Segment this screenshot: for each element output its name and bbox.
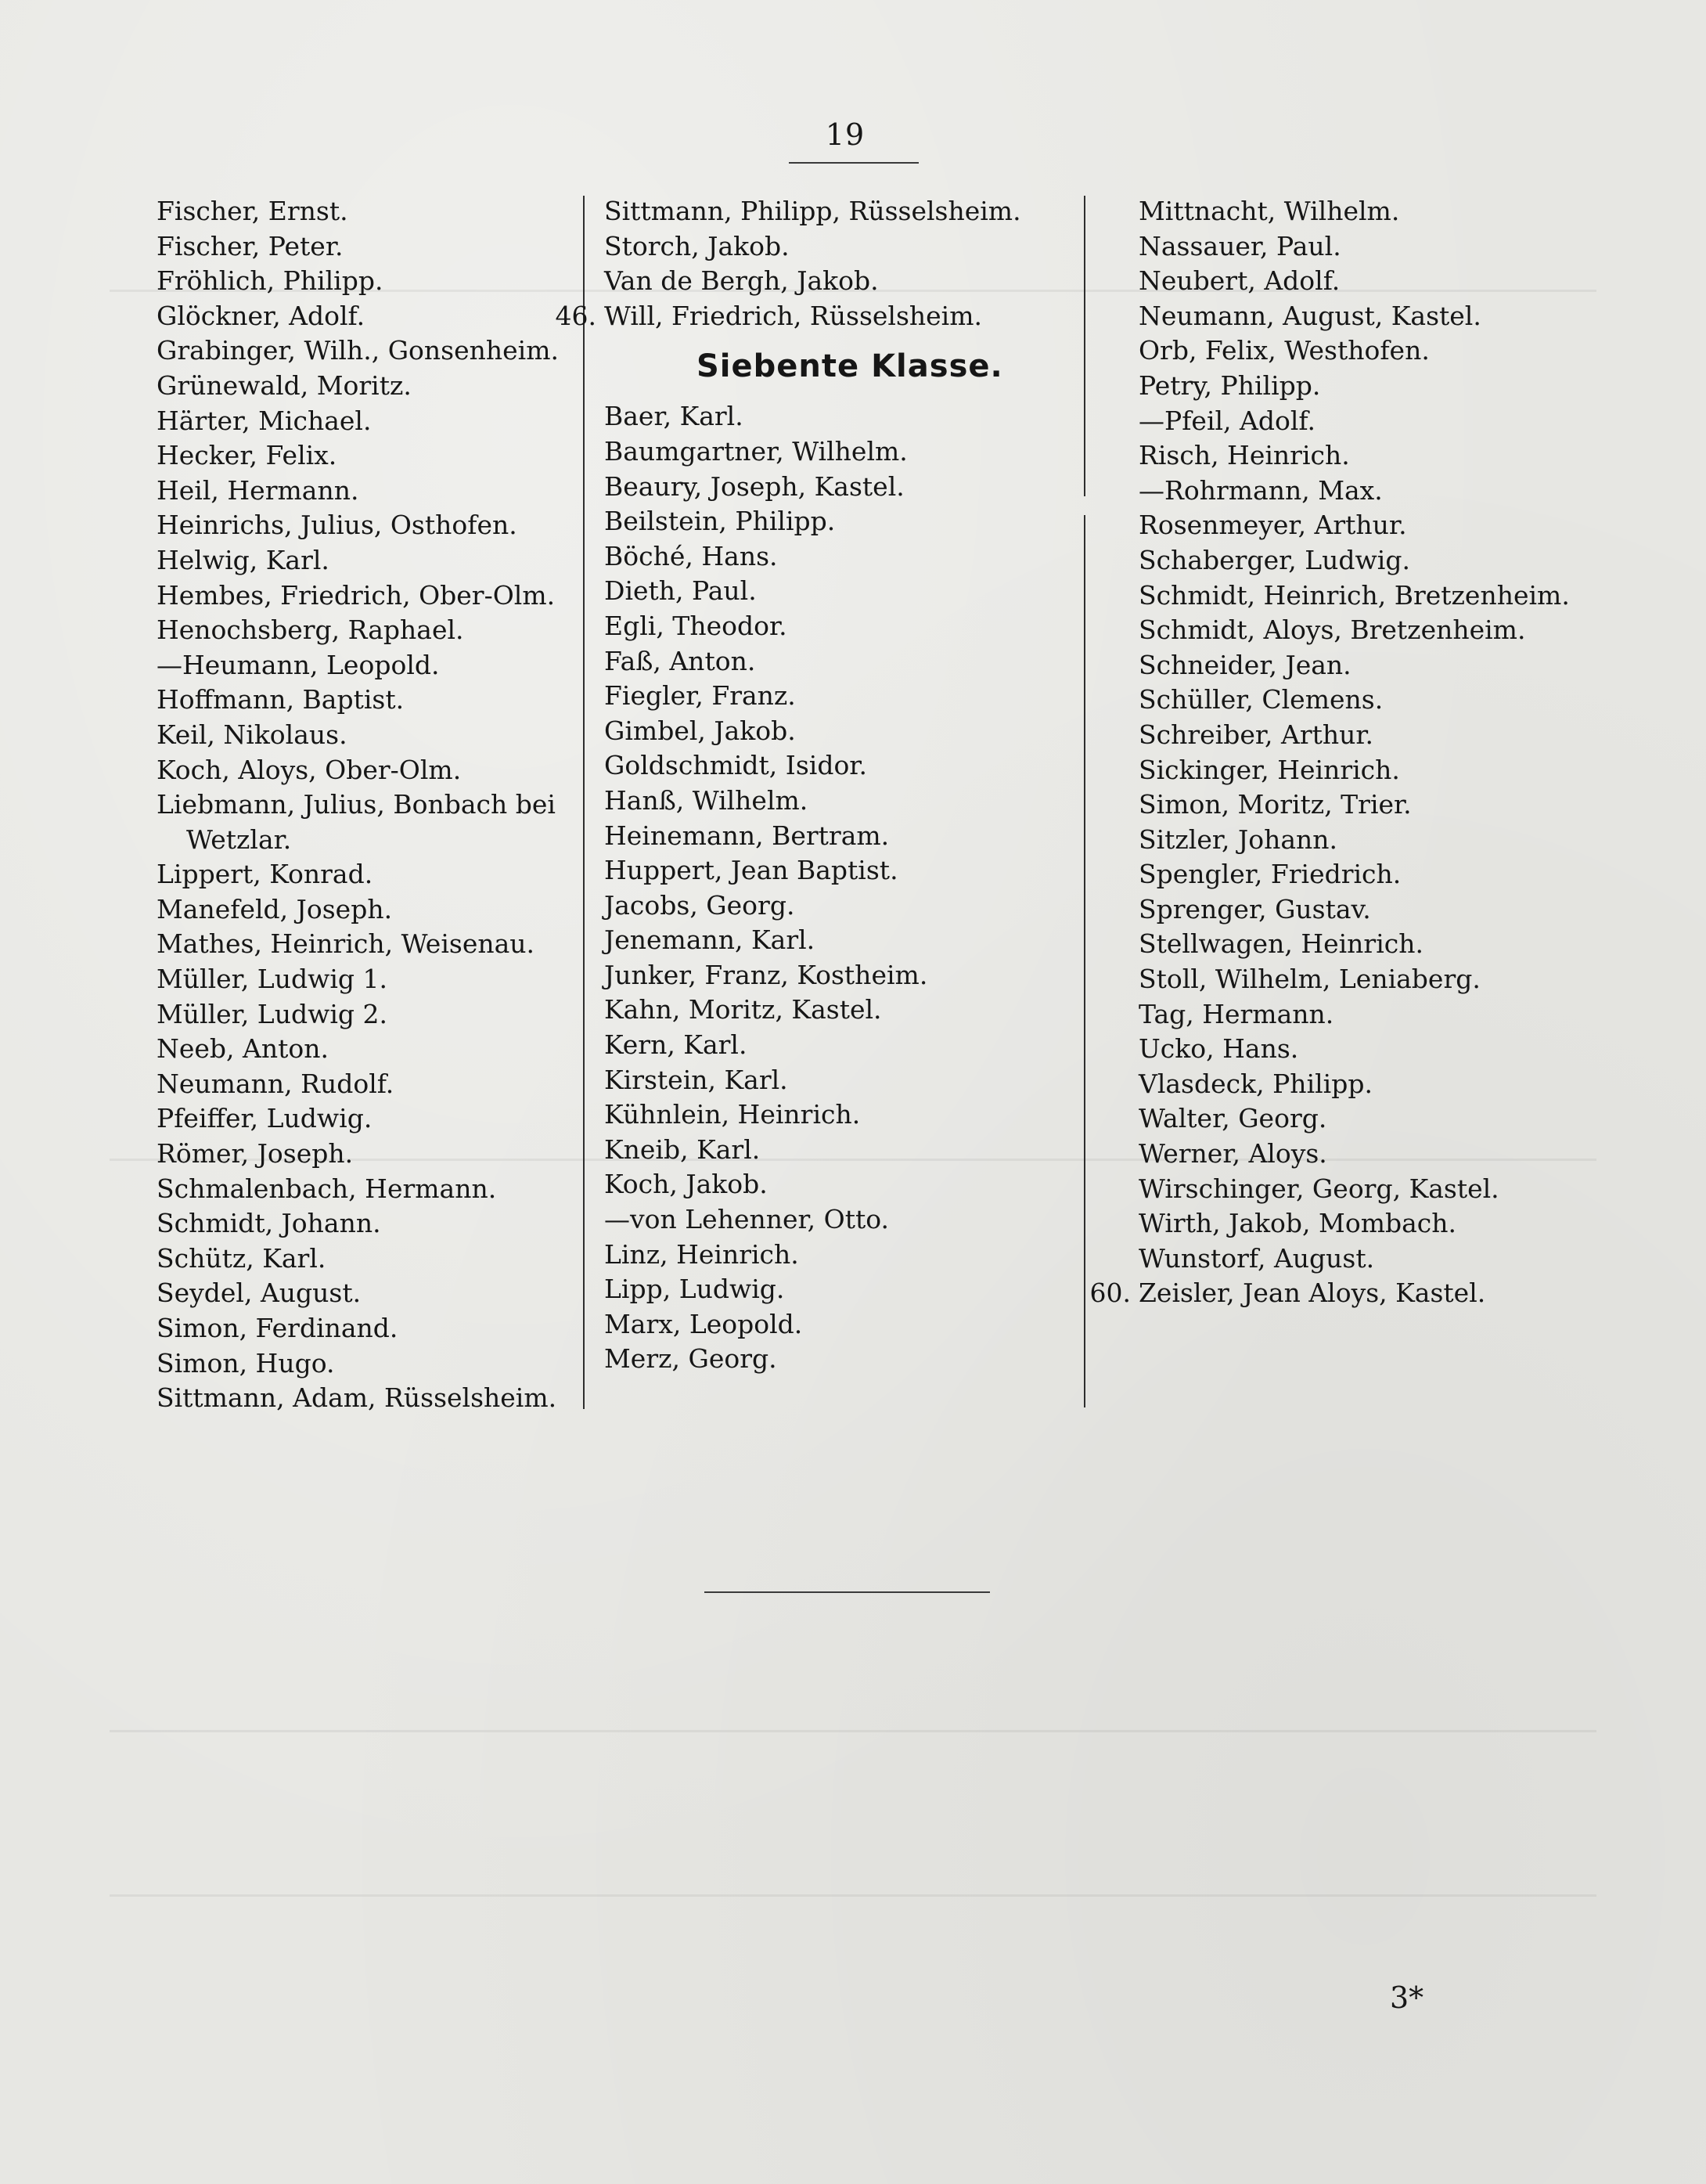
student-name: Ucko, Hans. xyxy=(1139,1033,1299,1065)
list-item xyxy=(157,927,571,962)
list-item xyxy=(157,1311,571,1346)
student-name: Baer, Karl. xyxy=(604,401,743,432)
list-item xyxy=(1139,1242,1686,1277)
list-item xyxy=(1139,823,1686,858)
student-name: Schütz, Karl. xyxy=(157,1242,326,1274)
list-item xyxy=(604,470,1074,505)
item-count-number: 46. xyxy=(555,300,596,331)
list-item xyxy=(604,264,1074,299)
student-name: Vlasdeck, Philipp. xyxy=(1139,1068,1373,1099)
student-name: Glöckner, Adolf. xyxy=(157,300,365,331)
list-item xyxy=(1139,1101,1686,1137)
list-item xyxy=(604,819,1074,854)
student-name: Schmidt, Heinrich, Bretzenheim. xyxy=(1139,579,1570,611)
bleed-through-line xyxy=(110,1730,1596,1732)
student-name: Stoll, Wilhelm, Leniaberg. xyxy=(1139,964,1481,995)
student-name: Schmidt, Aloys, Bretzenheim. xyxy=(1139,614,1526,646)
student-name: Mittnacht, Wilhelm. xyxy=(1139,196,1400,226)
student-name: Baumgartner, Wilhelm. xyxy=(604,435,908,467)
student-name: Jenemann, Karl. xyxy=(604,924,815,956)
student-name: Faß, Anton. xyxy=(604,645,756,676)
list-item xyxy=(157,787,571,823)
student-name: Storch, Jakob. xyxy=(604,230,790,261)
list-item xyxy=(157,962,571,997)
student-name: Wirschinger, Georg, Kastel. xyxy=(1139,1173,1499,1204)
list-item xyxy=(157,997,571,1033)
student-name: Müller, Ludwig 1. xyxy=(157,964,388,995)
list-item xyxy=(157,1137,571,1172)
student-name: Böché, Hans. xyxy=(604,540,778,571)
student-name: Kirstein, Karl. xyxy=(604,1064,788,1095)
signature-mark: 3* xyxy=(1390,1980,1424,2015)
list-item xyxy=(604,993,1074,1028)
list-item xyxy=(1139,683,1686,718)
student-name: Nassauer, Paul. xyxy=(1139,230,1341,261)
list-item xyxy=(604,679,1074,714)
list-item xyxy=(1139,997,1686,1033)
student-name: Schneider, Jean. xyxy=(1139,649,1351,680)
list-item xyxy=(604,399,1074,434)
list-item xyxy=(157,369,571,404)
student-name: Müller, Ludwig 2. xyxy=(157,998,388,1029)
list-item xyxy=(1139,438,1686,474)
student-name: Van de Bergh, Jakob. xyxy=(604,265,879,297)
list-item xyxy=(604,1238,1074,1273)
list-item xyxy=(604,1028,1074,1063)
list-item xyxy=(1139,718,1686,753)
list-item xyxy=(157,1381,571,1416)
list-item xyxy=(604,574,1074,609)
student-name: Simon, Hugo. xyxy=(157,1347,335,1379)
list-item xyxy=(157,1032,571,1067)
student-name: Lippert, Konrad. xyxy=(157,859,373,890)
list-item xyxy=(604,748,1074,784)
student-name: Schmidt, Johann. xyxy=(157,1208,381,1239)
student-name: Koch, Jakob. xyxy=(604,1169,768,1200)
student-name: Sittmann, Adam, Rüsselsheim. xyxy=(157,1382,557,1414)
student-name: Henochsberg, Raphael. xyxy=(157,614,464,646)
student-name: Wunstorf, August. xyxy=(1139,1242,1375,1274)
list-item xyxy=(604,434,1074,470)
student-name: Pfeiffer, Ludwig. xyxy=(157,1103,373,1134)
list-item xyxy=(157,857,571,892)
list-item xyxy=(604,1342,1074,1377)
list-item xyxy=(157,543,571,578)
list-item xyxy=(157,1206,571,1242)
name-column-3 xyxy=(1089,194,1686,1311)
bleed-through-line xyxy=(110,1894,1596,1897)
student-name: Walter, Georg. xyxy=(1139,1103,1327,1134)
student-name: Fischer, Ernst. xyxy=(157,196,348,226)
list-item xyxy=(1089,1276,1686,1311)
list-item xyxy=(1139,474,1686,509)
list-item xyxy=(157,333,571,369)
list-item xyxy=(604,539,1074,575)
header-rule xyxy=(789,162,919,164)
student-name: Heinrichs, Julius, Osthofen. xyxy=(157,510,517,541)
student-name: Helwig, Karl. xyxy=(157,544,329,575)
student-name: Kern, Karl. xyxy=(604,1029,747,1061)
list-item xyxy=(1139,962,1686,997)
column-divider-left xyxy=(583,196,585,1409)
student-name: Tag, Hermann. xyxy=(1139,998,1334,1029)
list-item xyxy=(604,229,1074,265)
student-name: Risch, Heinrich. xyxy=(1139,440,1350,471)
student-name: Hoffmann, Baptist. xyxy=(157,684,405,715)
list-item xyxy=(157,1276,571,1311)
student-name: Merz, Georg. xyxy=(604,1343,777,1375)
list-item xyxy=(604,644,1074,679)
list-item xyxy=(1139,369,1686,404)
student-name: Wetzlar. xyxy=(186,824,292,855)
list-item xyxy=(1139,753,1686,788)
list-item xyxy=(604,1063,1074,1098)
list-item xyxy=(604,194,1074,229)
list-item xyxy=(157,1242,571,1277)
student-name: Seydel, August. xyxy=(157,1278,362,1309)
list-item xyxy=(604,609,1074,644)
student-name: Gimbel, Jakob. xyxy=(604,715,796,746)
list-item xyxy=(1139,648,1686,683)
student-name: Keil, Nikolaus. xyxy=(157,719,347,750)
student-name: Manefeld, Joseph. xyxy=(157,893,393,924)
list-item xyxy=(157,264,571,299)
name-column-1 xyxy=(157,194,571,1416)
list-item xyxy=(604,923,1074,958)
student-name: Zeisler, Jean Aloys, Kastel. xyxy=(1139,1278,1486,1309)
list-item xyxy=(157,1172,571,1207)
student-name: Römer, Joseph. xyxy=(157,1138,354,1169)
list-item xyxy=(1139,1206,1686,1242)
list-item xyxy=(1139,892,1686,928)
student-name: Petry, Philipp. xyxy=(1139,369,1321,401)
student-name: —Pfeil, Adolf. xyxy=(1139,405,1315,436)
student-name: Lipp, Ludwig. xyxy=(604,1274,785,1305)
section-heading: Siebente Klasse. xyxy=(696,348,1003,385)
list-item xyxy=(157,404,571,439)
list-item xyxy=(604,853,1074,888)
list-item xyxy=(604,1272,1074,1307)
list-item xyxy=(157,1067,571,1102)
list-item xyxy=(157,1101,571,1137)
list-item xyxy=(157,229,571,265)
list-item xyxy=(1139,857,1686,892)
list-item xyxy=(157,1346,571,1382)
student-name: Mathes, Heinrich, Weisenau. xyxy=(157,928,535,960)
list-item xyxy=(157,753,571,788)
list-item xyxy=(604,1133,1074,1168)
list-item xyxy=(157,718,571,753)
item-count-number: 60. xyxy=(1089,1278,1131,1309)
student-name: Hecker, Felix. xyxy=(157,440,337,471)
student-name: Sitzler, Johann. xyxy=(1139,824,1338,855)
student-name: Hanß, Wilhelm. xyxy=(604,784,808,816)
list-item xyxy=(604,1307,1074,1342)
list-item xyxy=(1139,578,1686,614)
student-name: Kühnlein, Heinrich. xyxy=(604,1099,861,1130)
list-item xyxy=(1139,404,1686,439)
student-name: Kahn, Moritz, Kastel. xyxy=(604,994,882,1025)
student-name: Fischer, Peter. xyxy=(157,230,344,261)
list-item xyxy=(604,714,1074,749)
list-item xyxy=(1139,1032,1686,1067)
page-number: 19 xyxy=(825,117,866,152)
list-item xyxy=(1139,1137,1686,1172)
student-name: Schmalenbach, Hermann. xyxy=(157,1173,497,1204)
list-item xyxy=(1139,787,1686,823)
student-name: Beaury, Joseph, Kastel. xyxy=(604,470,905,502)
student-name: Heil, Hermann. xyxy=(157,474,359,506)
section-end-rule xyxy=(704,1591,990,1593)
student-name: Schaberger, Ludwig. xyxy=(1139,544,1410,575)
student-name: —Heumann, Leopold. xyxy=(157,649,440,680)
list-item xyxy=(1139,299,1686,334)
student-name: Neumann, August, Kastel. xyxy=(1139,300,1481,331)
list-item xyxy=(157,648,571,683)
list-item xyxy=(1139,1067,1686,1102)
list-item xyxy=(157,683,571,718)
list-item xyxy=(157,508,571,543)
student-name: Liebmann, Julius, Bonbach bei xyxy=(157,789,556,820)
student-name: Heinemann, Bertram. xyxy=(604,820,890,851)
student-name: Stellwagen, Heinrich. xyxy=(1139,928,1423,960)
student-name: Kneib, Karl. xyxy=(604,1133,761,1165)
list-item xyxy=(604,958,1074,993)
student-name: Goldschmidt, Isidor. xyxy=(604,750,867,781)
list-item xyxy=(1139,1172,1686,1207)
list-item xyxy=(157,578,571,614)
list-item xyxy=(604,1097,1074,1133)
list-item xyxy=(157,194,571,229)
list-item xyxy=(157,613,571,648)
list-item xyxy=(1139,613,1686,648)
list-item xyxy=(604,888,1074,924)
student-name: Rosenmeyer, Arthur. xyxy=(1139,510,1407,541)
list-item xyxy=(604,504,1074,539)
student-name: Sickinger, Heinrich. xyxy=(1139,754,1400,785)
student-name: Beilstein, Philipp. xyxy=(604,506,836,537)
student-name: Huppert, Jean Baptist. xyxy=(604,855,898,886)
student-name: Grabinger, Wilh., Gonsenheim. xyxy=(157,335,560,366)
list-item xyxy=(604,784,1074,819)
list-item xyxy=(1139,333,1686,369)
student-name: Hembes, Friedrich, Ober-Olm. xyxy=(157,579,556,611)
student-name: Jacobs, Georg. xyxy=(604,889,795,921)
student-name: —Rohrmann, Max. xyxy=(1139,474,1383,506)
column-divider-right-lower xyxy=(1084,515,1085,1407)
list-item xyxy=(1139,508,1686,543)
list-item xyxy=(157,438,571,474)
student-name: Werner, Aloys. xyxy=(1139,1138,1327,1169)
student-name: Neubert, Adolf. xyxy=(1139,265,1341,297)
student-name: Orb, Felix, Westhofen. xyxy=(1139,335,1430,366)
student-name: —von Lehenner, Otto. xyxy=(604,1204,889,1235)
student-name: Marx, Leopold. xyxy=(604,1308,803,1339)
student-name: Fiegler, Franz. xyxy=(604,680,796,712)
list-item xyxy=(1139,543,1686,578)
student-name: Junker, Franz, Kostheim. xyxy=(604,959,928,990)
student-name: Härter, Michael. xyxy=(157,405,372,436)
list-item xyxy=(604,1202,1074,1238)
list-item xyxy=(604,1167,1074,1202)
student-name: Linz, Heinrich. xyxy=(604,1238,799,1270)
list-item xyxy=(555,299,1074,334)
student-name: Dieth, Paul. xyxy=(604,575,757,607)
list-item xyxy=(1139,927,1686,962)
list-item xyxy=(1139,229,1686,265)
student-name: Neeb, Anton. xyxy=(157,1033,329,1065)
student-name: Koch, Aloys, Ober-Olm. xyxy=(157,754,462,785)
student-name: Egli, Theodor. xyxy=(604,610,787,641)
list-item xyxy=(1139,194,1686,229)
name-column-2 xyxy=(555,194,1074,1377)
list-item xyxy=(157,892,571,928)
list-item xyxy=(157,299,571,334)
student-name: Neumann, Rudolf. xyxy=(157,1068,394,1099)
student-name: Sittmann, Philipp, Rüsselsheim. xyxy=(604,196,1021,226)
student-name: Schüller, Clemens. xyxy=(1139,684,1384,715)
column-divider-right-upper xyxy=(1084,196,1085,496)
list-item xyxy=(1139,264,1686,299)
list-item xyxy=(157,474,571,509)
student-name: Simon, Ferdinand. xyxy=(157,1313,398,1343)
student-name: Will, Friedrich, Rüsselsheim. xyxy=(604,300,983,331)
student-name: Fröhlich, Philipp. xyxy=(157,265,383,297)
student-name: Sprenger, Gustav. xyxy=(1139,893,1371,924)
student-name: Spengler, Friedrich. xyxy=(1139,859,1402,890)
student-name: Schreiber, Arthur. xyxy=(1139,719,1373,750)
list-item-continuation xyxy=(157,823,571,858)
student-name: Simon, Moritz, Trier. xyxy=(1139,789,1412,820)
student-name: Grünewald, Moritz. xyxy=(157,369,412,401)
student-name: Wirth, Jakob, Mombach. xyxy=(1139,1208,1457,1239)
